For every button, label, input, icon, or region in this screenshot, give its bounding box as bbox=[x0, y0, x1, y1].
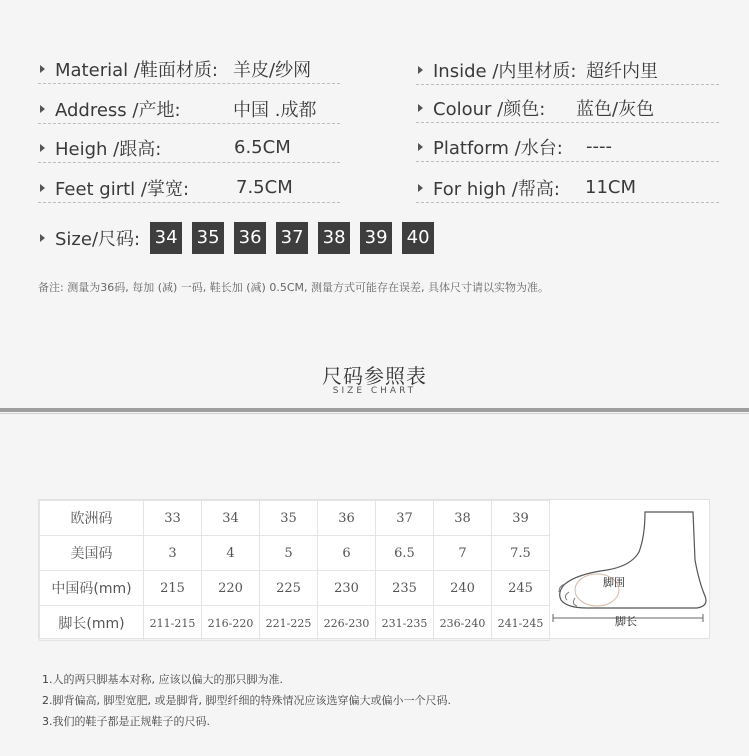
spec-label: Address /产地: bbox=[55, 99, 181, 121]
size-option[interactable]: 38 bbox=[318, 222, 350, 254]
size-option[interactable]: 35 bbox=[192, 222, 224, 254]
table-cell: 39 bbox=[492, 501, 550, 536]
spec-label: Heigh /跟高: bbox=[55, 138, 162, 160]
bullet-arrow-icon bbox=[418, 143, 423, 151]
size-chart-table bbox=[38, 499, 710, 639]
table-cell: 236-240 bbox=[434, 606, 492, 641]
spec-inside bbox=[416, 55, 719, 85]
spec-label: Feet girtl /掌宽: bbox=[55, 178, 190, 200]
table-cell: 221-225 bbox=[260, 606, 318, 641]
tip-item: 3.我们的鞋子都是正规鞋子的尺码. bbox=[42, 715, 210, 728]
table-cell: 6.5 bbox=[376, 536, 434, 571]
table-cell: 35 bbox=[260, 501, 318, 536]
table-row bbox=[40, 571, 550, 606]
chart-subtitle: SIZE CHART bbox=[332, 386, 417, 396]
section-divider bbox=[0, 408, 749, 412]
table-row bbox=[40, 501, 550, 536]
size-option[interactable]: 37 bbox=[276, 222, 308, 254]
size-option[interactable]: 40 bbox=[402, 222, 434, 254]
measurement-note: 备注: 测量为36码, 每加 (减) 一码, 鞋长加 (减) 0.5CM, 测量方式可能存在误差, 具体尺寸请以实物为准。 bbox=[38, 281, 549, 294]
spec-label: Platform /水台: bbox=[433, 137, 563, 159]
table-cell: 225 bbox=[260, 571, 318, 606]
spec-feet-girth bbox=[38, 173, 340, 203]
length-label: 脚长 bbox=[615, 615, 637, 628]
chart-title: 尺码参照表 bbox=[322, 364, 427, 388]
tip-item: 2.脚背偏高, 脚型宽肥, 或是脚背, 脚型纤细的特殊情况应该选穿偏大或偏小一个尺码. bbox=[42, 694, 451, 707]
table-cell: 7.5 bbox=[492, 536, 550, 571]
table-cell: 231-235 bbox=[376, 606, 434, 641]
foot-diagram bbox=[547, 500, 710, 638]
bullet-arrow-icon bbox=[418, 184, 423, 192]
bullet-arrow-icon bbox=[418, 104, 423, 112]
spec-value: 6.5CM bbox=[234, 137, 291, 158]
spec-label: Material /鞋面材质: bbox=[55, 59, 218, 81]
section-divider-thin bbox=[0, 413, 749, 414]
spec-value: 超纤内里 bbox=[586, 60, 658, 82]
spec-for-high bbox=[416, 173, 719, 203]
table-cell: 6 bbox=[318, 536, 376, 571]
size-label: Size/尺码: bbox=[55, 229, 141, 250]
table-cell: 38 bbox=[434, 501, 492, 536]
table-row bbox=[40, 606, 550, 641]
bullet-arrow-icon bbox=[40, 65, 45, 73]
size-selector bbox=[38, 222, 434, 254]
spec-value: 羊皮/纱网 bbox=[233, 59, 312, 81]
table-cell: 34 bbox=[202, 501, 260, 536]
tip-item: 1.人的两只脚基本对称, 应该以偏大的那只脚为准. bbox=[42, 673, 283, 686]
spec-label: Colour /颜色: bbox=[433, 98, 546, 120]
table-cell: 211-215 bbox=[144, 606, 202, 641]
spec-label: Inside /内里材质: bbox=[433, 60, 577, 82]
size-tips bbox=[42, 669, 451, 732]
spec-label: For high /帮高: bbox=[433, 178, 560, 200]
spec-platform bbox=[416, 132, 719, 162]
spec-material bbox=[38, 54, 340, 84]
table-cell: 241-245 bbox=[492, 606, 550, 641]
spec-value: 11CM bbox=[585, 177, 637, 198]
table-cell: 7 bbox=[434, 536, 492, 571]
table-cell: 226-230 bbox=[318, 606, 376, 641]
bullet-arrow-icon bbox=[40, 184, 45, 192]
row-header: 欧洲码 bbox=[40, 501, 144, 536]
spec-value: 7.5CM bbox=[236, 177, 293, 198]
bullet-arrow-icon bbox=[40, 144, 45, 152]
size-option[interactable]: 34 bbox=[150, 222, 182, 254]
spec-address bbox=[38, 94, 340, 124]
table-cell: 240 bbox=[434, 571, 492, 606]
bullet-arrow-icon bbox=[40, 234, 45, 242]
table-cell: 235 bbox=[376, 571, 434, 606]
row-header: 脚长(mm) bbox=[40, 606, 144, 641]
table-cell: 4 bbox=[202, 536, 260, 571]
size-option[interactable]: 39 bbox=[360, 222, 392, 254]
table-cell: 37 bbox=[376, 501, 434, 536]
spec-value: ---- bbox=[586, 136, 612, 157]
spec-heigh bbox=[38, 133, 340, 163]
table-cell: 230 bbox=[318, 571, 376, 606]
table-cell: 245 bbox=[492, 571, 550, 606]
table-cell: 216-220 bbox=[202, 606, 260, 641]
bullet-arrow-icon bbox=[40, 105, 45, 113]
table-cell: 5 bbox=[260, 536, 318, 571]
table-row bbox=[40, 536, 550, 571]
table-cell: 220 bbox=[202, 571, 260, 606]
spec-value: 蓝色/灰色 bbox=[576, 98, 655, 120]
row-header: 中国码(mm) bbox=[40, 571, 144, 606]
table-cell: 36 bbox=[318, 501, 376, 536]
spec-colour bbox=[416, 93, 719, 123]
table-cell: 3 bbox=[144, 536, 202, 571]
girth-label: 脚围 bbox=[603, 576, 625, 589]
size-option[interactable]: 36 bbox=[234, 222, 266, 254]
foot-outline bbox=[560, 512, 706, 608]
bullet-arrow-icon bbox=[418, 66, 423, 74]
spec-value: 中国 .成都 bbox=[233, 99, 317, 121]
row-header: 美国码 bbox=[40, 536, 144, 571]
table-cell: 33 bbox=[144, 501, 202, 536]
table-cell: 215 bbox=[144, 571, 202, 606]
